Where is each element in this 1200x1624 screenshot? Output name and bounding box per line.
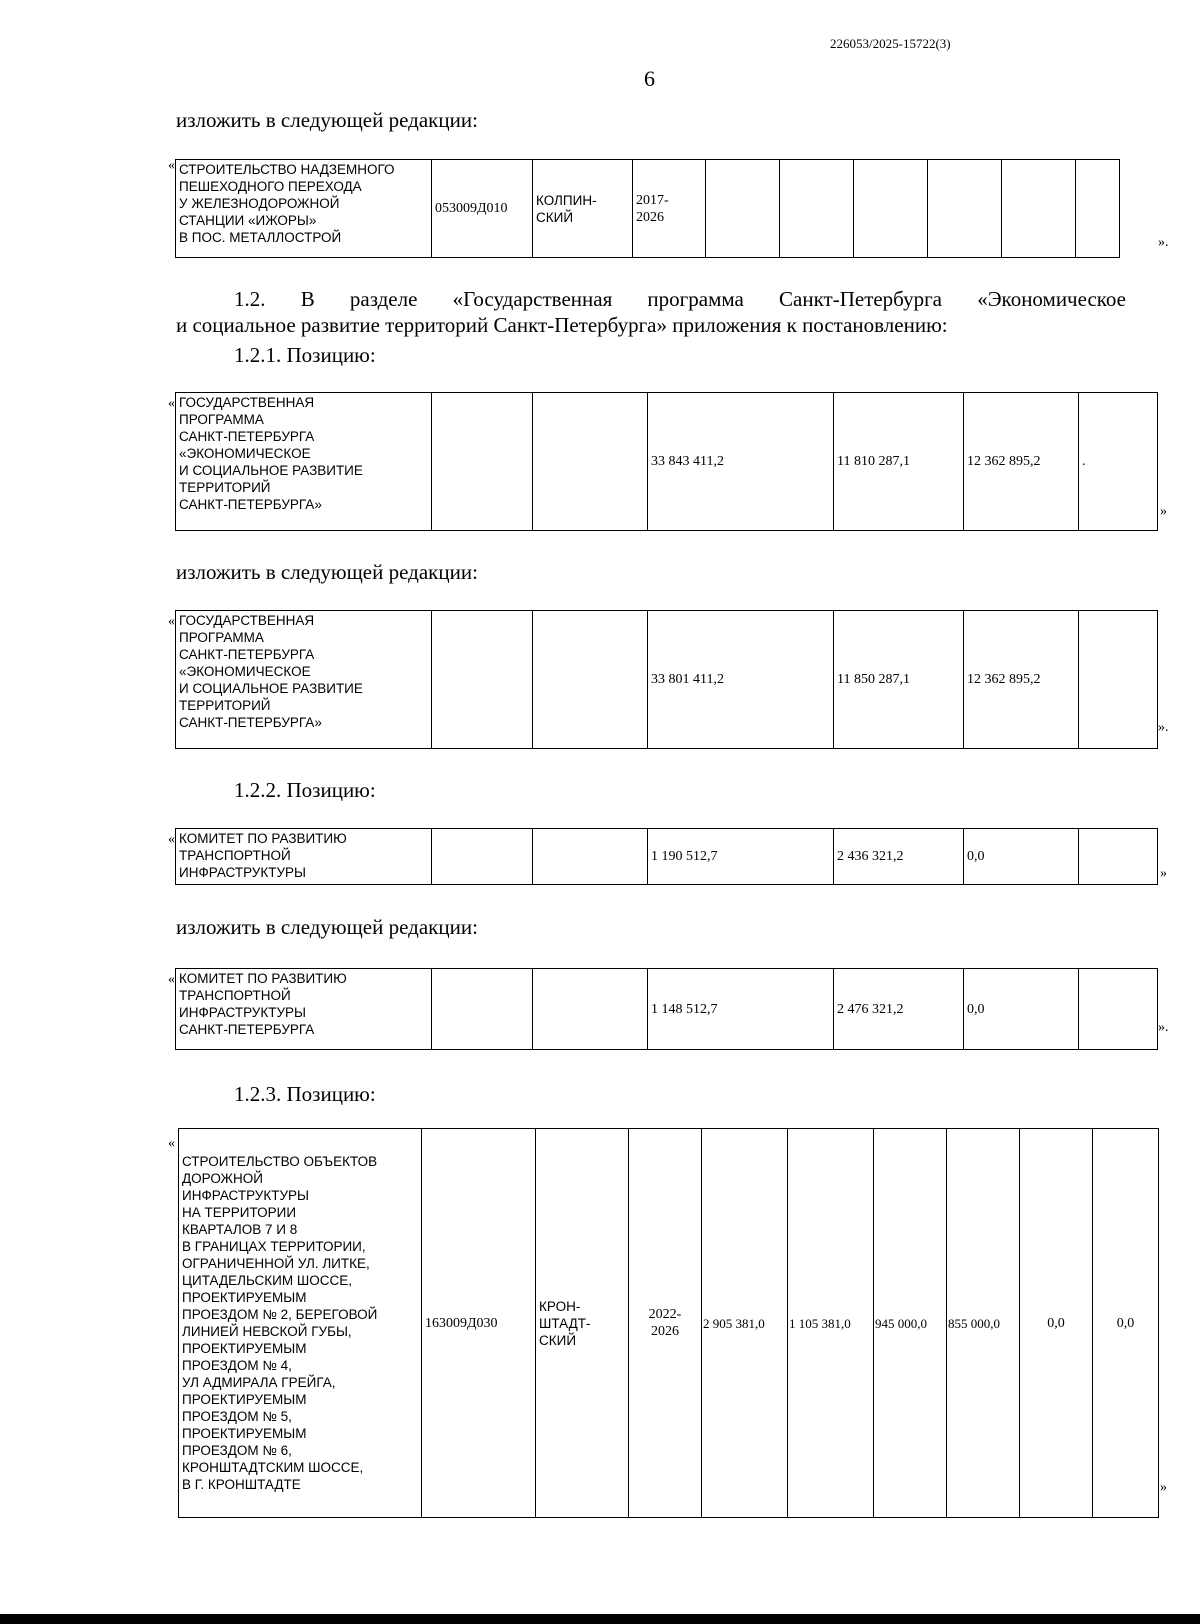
- table-5-value-2: 2 476 321,2: [834, 969, 964, 1050]
- table-2-row: [175, 392, 1158, 531]
- table-6-value-6: 0,0: [1093, 1129, 1159, 1518]
- table-6-value-3: 945 000,0: [874, 1129, 947, 1518]
- table-3-row: [175, 610, 1158, 749]
- table-1-empty-cell: [780, 160, 854, 258]
- table-3-empty-cell: [1079, 611, 1158, 749]
- close-quote-5: ».: [1158, 1020, 1169, 1035]
- table-5-name-cell: КОМИТЕТ ПО РАЗВИТИЮ ТРАНСПОРТНОЙ ИНФРАСТРУКТУРЫ САНКТ-ПЕТЕРБУРГА: [176, 969, 432, 1050]
- table-5-row: [175, 968, 1158, 1050]
- table-6-value-2: 1 105 381,0: [788, 1129, 874, 1518]
- table-3-empty-cell: [533, 611, 648, 749]
- table-5-empty-cell: [1079, 969, 1158, 1050]
- close-quote-4: »: [1160, 866, 1167, 881]
- table-1-row: [175, 159, 1120, 258]
- table-3-name-cell: ГОСУДАРСТВЕННАЯ ПРОГРАММА САНКТ-ПЕТЕРБУРГА «ЭКОНОМИЧЕСКОЕ И СОЦИАЛЬНОЕ РАЗВИТИЕ ТЕРРИТОРИЙ САНКТ-ПЕТЕРБУРГА»: [176, 611, 432, 749]
- table-6-district-cell: КРОН- ШТАДТ- СКИЙ: [536, 1129, 629, 1518]
- table-3-value-2: 11 850 287,1: [834, 611, 964, 749]
- table-1-empty-cell: [1076, 160, 1120, 258]
- table-2-name-cell: ГОСУДАРСТВЕННАЯ ПРОГРАММА САНКТ-ПЕТЕРБУРГА «ЭКОНОМИЧЕСКОЕ И СОЦИАЛЬНОЕ РАЗВИТИЕ ТЕРРИТОРИЙ САНКТ-ПЕТЕРБУРГА»: [176, 393, 432, 531]
- table-1-empty-cell: [1002, 160, 1076, 258]
- table-3-value-1: 33 801 411,2: [648, 611, 834, 749]
- subsection-1-2-1: 1.2.1. Позицию:: [234, 343, 376, 367]
- table-6-name-cell: СТРОИТЕЛЬСТВО ОБЪЕКТОВ ДОРОЖНОЙ ИНФРАСТРУКТУРЫ НА ТЕРРИТОРИИ КВАРТАЛОВ 7 И 8 В ГРАНИЦАХ ТЕРРИТОРИИ, ОГРАНИЧЕННОЙ УЛ. ЛИТКЕ, ЦИТАДЕЛЬСКИМ ШОССЕ, ПРОЕКТИРУЕМЫМ ПРОЕЗДОМ № 2, БЕРЕГОВОЙ ЛИНИЕЙ НЕВСКОЙ ГУБЫ, ПРОЕКТИРУЕМЫМ ПРОЕЗДОМ № 4, УЛ АДМИРАЛА ГРЕЙГА, ПРОЕКТИРУЕМЫМ ПРОЕЗДОМ № 5, ПРОЕКТИРУЕМЫМ ПРОЕЗДОМ № 6, КРОНШТАДТСКИМ ШОССЕ, В Г. КРОНШТАДТЕ: [179, 1129, 422, 1518]
- table-4-value-3: 0,0: [964, 829, 1079, 885]
- restate-phrase-3: изложить в следующей редакции:: [176, 915, 478, 939]
- table-6-value-4: 855 000,0: [947, 1129, 1020, 1518]
- open-quote-4: «: [168, 832, 175, 847]
- table-2-dot-cell: .: [1079, 393, 1158, 531]
- table-4-name-cell: КОМИТЕТ ПО РАЗВИТИЮ ТРАНСПОРТНОЙ ИНФРАСТРУКТУРЫ: [176, 829, 432, 885]
- table-5-value-3: 0,0: [964, 969, 1079, 1050]
- table-4-empty-cell: [1079, 829, 1158, 885]
- table-1-empty-cell: [928, 160, 1002, 258]
- table-1-code-cell: 053009Д010: [432, 160, 533, 258]
- restate-phrase-2: изложить в следующей редакции:: [176, 560, 478, 584]
- open-quote-5: «: [168, 972, 175, 987]
- table-6-value-1: 2 905 381,0: [702, 1129, 788, 1518]
- table-4-value-1: 1 190 512,7: [648, 829, 834, 885]
- table-2-empty-cell: [432, 393, 533, 531]
- page-number: 6: [644, 66, 655, 91]
- section-1-2-paragraph-line-2: и социальное развитие территорий Санкт-Петербурга» приложения к постановлению:: [176, 313, 948, 337]
- open-quote-2: «: [168, 396, 175, 411]
- table-4-row: [175, 828, 1158, 885]
- table-5-empty-cell: [533, 969, 648, 1050]
- close-quote-2: »: [1160, 504, 1167, 519]
- table-4-empty-cell: [432, 829, 533, 885]
- table-2-value-3: 12 362 895,2: [964, 393, 1079, 531]
- open-quote-6: «: [168, 1136, 175, 1151]
- table-2-empty-cell: [533, 393, 648, 531]
- table-1-years-cell: 2017- 2026: [633, 160, 706, 258]
- subsection-1-2-3: 1.2.3. Позицию:: [234, 1082, 376, 1106]
- table-5-empty-cell: [432, 969, 533, 1050]
- table-2-value-1: 33 843 411,2: [648, 393, 834, 531]
- open-quote-3: «: [168, 614, 175, 629]
- table-6-row: [178, 1128, 1159, 1518]
- table-5-value-1: 1 148 512,7: [648, 969, 834, 1050]
- table-1-empty-cell: [854, 160, 928, 258]
- close-quote-1: ».: [1158, 235, 1169, 250]
- scan-bottom-border: [0, 1614, 1200, 1624]
- document-number: 226053/2025-15722(3): [830, 36, 951, 51]
- open-quote-1: «: [168, 158, 175, 173]
- table-1-name-cell: СТРОИТЕЛЬСТВО НАДЗЕМНОГО ПЕШЕХОДНОГО ПЕРЕХОДА У ЖЕЛЕЗНОДОРОЖНОЙ СТАНЦИИ «ИЖОРЫ» В ПОС. МЕТАЛЛОСТРОЙ: [176, 160, 432, 258]
- table-4-empty-cell: [533, 829, 648, 885]
- table-1-empty-cell: [706, 160, 780, 258]
- restate-phrase-1: изложить в следующей редакции:: [176, 108, 478, 132]
- table-3-value-3: 12 362 895,2: [964, 611, 1079, 749]
- section-1-2-paragraph-line-1: 1.2. В разделе «Государственная программа Санкт-Петербурга «Экономическое: [234, 287, 1126, 311]
- table-2-value-2: 11 810 287,1: [834, 393, 964, 531]
- close-quote-6: »: [1160, 1480, 1167, 1495]
- subsection-1-2-2: 1.2.2. Позицию:: [234, 778, 376, 802]
- table-6-code-cell: 163009Д030: [422, 1129, 536, 1518]
- table-4-value-2: 2 436 321,2: [834, 829, 964, 885]
- table-3-empty-cell: [432, 611, 533, 749]
- close-quote-3: ».: [1158, 720, 1169, 735]
- table-6-years-cell: 2022- 2026: [629, 1129, 702, 1518]
- table-1-district-cell: КОЛПИН- СКИЙ: [533, 160, 633, 258]
- table-6-value-5: 0,0: [1020, 1129, 1093, 1518]
